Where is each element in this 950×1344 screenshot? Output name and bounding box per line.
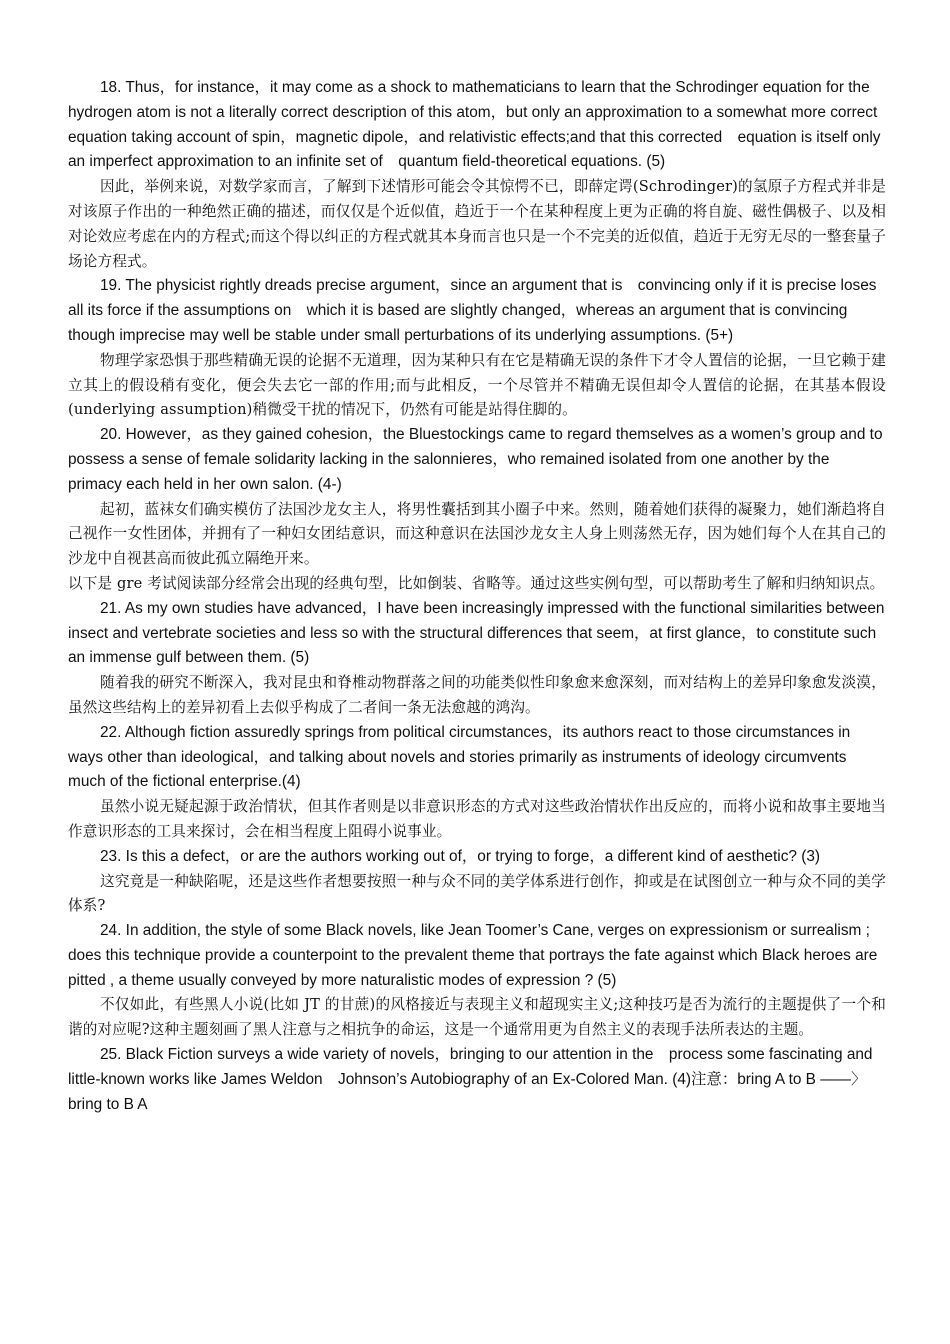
sentence-25-english: 25. Black Fiction surveys a wide variety of novels，bringing to our attention in the process some fascinating and little-known works like James Weldon Johnson’s Autobiography of an Ex-Colored Man. (4)注意：bring A to B ——〉bring to B A <box>68 1046 873 1113</box>
sentence-19-chinese: 物理学家恐惧于那些精确无误的论据不无道理，因为某种只有在它是精确无误的条件下才令人置信的论据，一旦它赖于建立其上的假设稍有变化，便会失去它一部的作用;而与此相反，一个尽管并不精确无误但却令人置信的论据，在其基本假设(underlying assumption)稍微受干扰的情况下，仍然有可能是站得住脚的。 <box>68 351 886 419</box>
sentence-23-chinese: 这究竟是一种缺陷呢，还是这些作者想要按照一种与众不同的美学体系进行创作，抑或是在试图创立一种与众不同的美学体系? <box>68 872 886 915</box>
document-body <box>68 76 886 1117</box>
sentence-22-chinese: 虽然小说无疑起源于政治情状，但其作者则是以非意识形态的方式对这些政治情状作出反应的，而将小说和故事主要地当作意识形态的工具来探讨，会在相当程度上阻碍小说事业。 <box>68 798 886 840</box>
sentence-21-english: 21. As my own studies have advanced，I have been increasingly impressed with the functional similarities between insect and vertebrate societies and less so with the structural differences that seem，at first glance，to constitute such an immense gulf between them. (5) <box>68 599 885 667</box>
sentence-18-chinese: 因此，举例来说，对数学家而言，了解到下述情形可能会令其惊愕不已，即薛定谔(Schrodinger)的氢原子方程式并非是对该原子作出的一种绝然正确的描述，而仅仅是个近似值，趋近于一个在某种程度上更为正确的将自旋、磁性偶极子、以及相对论效应考虑在内的方程式;而这个得以纠正的方程式就其本身而言也只是一个不完美的近似值，趋近于无穷无尽的一整套量子场论方程式。 <box>68 178 886 270</box>
sentence-24-chinese: 不仅如此，有些黑人小说(比如 JT 的甘蔗)的风格接近与表现主义和超现实主义;这种技巧是否为流行的主题提供了一个和谐的对应呢?这种主题刻画了黑人注意与之相抗争的命运，这是一个通常用更为自然主义的表现手法所表达的主题。 <box>68 996 886 1039</box>
sentence-22-english: 22. Although fiction assuredly springs from political circumstances，its authors react to those circumstances in ways other than ideological，and talking about novels and stories primarily as instruments of ideology circumvents much of the fictional enterprise.(4) <box>68 723 851 791</box>
sentence-20-english: 20. However，as they gained cohesion，the Bluestockings came to regard themselves as a women’s group and to possess a sense of female solidarity lacking in the salonnieres，who remained isolated from one another by the primacy each held in her own salon. (4-) <box>68 426 883 493</box>
sentence-19-english: 19. The physicist rightly dreads precise argument，since an argument that is convincing only if it is precise loses all its force if the assumptions on which it is based are slightly changed，whereas an argument that is convincing though imprecise may well be stable under small perturbations of its underlying assumptions. (5+) <box>68 277 877 344</box>
intro-note: 以下是 gre 考试阅读部分经常会出现的经典句型，比如倒装、省略等。通过这些实例句型，可以帮助考生了解和归纳知识点。 <box>68 574 885 592</box>
sentence-21-chinese: 随着我的研究不断深入，我对昆虫和脊椎动物群落之间的功能类似性印象愈来愈深刻，而对结构上的差异印象愈发淡漠，虽然这些结构上的差异初看上去似乎构成了二者间一条无法愈越的鸿沟。 <box>68 674 886 716</box>
sentence-23-english: 23. Is this a defect，or are the authors working out of，or trying to forge，a different kind of aesthetic? (3) <box>100 847 821 865</box>
sentence-20-chinese: 起初，蓝袜女们确实模仿了法国沙龙女主人，将男性囊括到其小圈子中来。然则，随着她们获得的凝聚力，她们渐趋将自己视作一女性团体，并拥有了一种妇女团结意识，而这种意识在法国沙龙女主人身上则荡然无存，因为她们每个人在其自己的沙龙中自视甚高而彼此孤立隔绝开来。 <box>68 500 886 568</box>
sentence-18-english: 18. Thus，for instance，it may come as a shock to mathematicians to learn that the Schrodinger equation for the hydrogen atom is not a literally correct description of this atom，but only an approximation to a somewhat more correct equation taking account of spin，magnetic dipole，and relativistic effects;and that this corrected equation is itself only an imperfect approximation to an infinite set of quantum field-theoretical equations. (5) <box>68 79 881 171</box>
sentence-24-english: 24. In addition, the style of some Black novels, like Jean Toomer’s Cane, verges on expressionism or surrealism ; does this technique provide a counterpoint to the prevalent theme that portrays the fate against which Black heroes are pitted , a theme usually conveyed by more naturalistic modes of expression ? (5) <box>68 922 878 989</box>
